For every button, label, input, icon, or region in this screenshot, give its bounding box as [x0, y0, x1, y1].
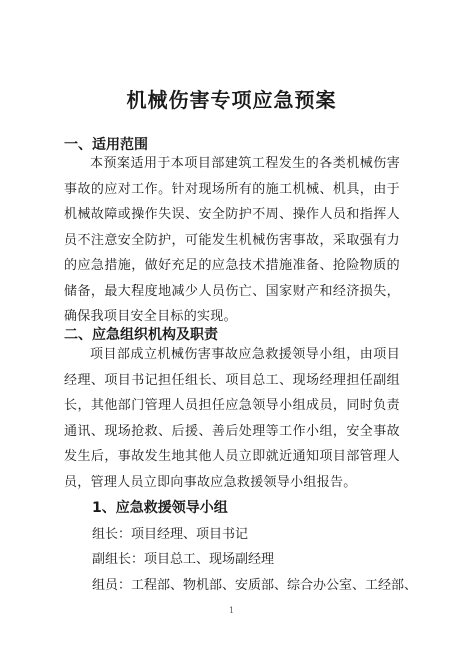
document-title: 机械伤害专项应急预案 [126, 88, 337, 112]
list-item-members: 组员：工程部、物机部、安质部、综合办公室、工经部、 [92, 578, 418, 593]
section-heading-organization: 二、应急组织机构及职责 [64, 327, 218, 343]
subsection-heading-leadership: 1、应急救援领导小组 [92, 500, 228, 516]
section-paragraph-organization: 项目部成立机械伤害事故应急救援领导小组，由项目经理、项目书记担任组长、项目总工、现场经理担任副组长，其他部门管理人员担任应急领导小组成员，同时负责通讯、现场抢救、后援、善后处理等工作小组，安全事故发生后，事故发生地其他人员立即就近通知项目部管理人员，管理人员立即向事故应急救援领导小组报告。 [64, 347, 400, 490]
page-number: 1 [228, 606, 235, 615]
list-item-leader: 组长：项目经理、项目书记 [92, 527, 249, 542]
list-item-deputy-leader: 副组长：项目总工、现场副经理 [92, 552, 275, 567]
section-paragraph-scope: 本预案适用于本项目部建筑工程发生的各类机械伤害事故的应对工作。针对现场所有的施工机械、机具，由于机械故障或操作失误、安全防护不周、操作人员和指挥人员不注意安全防护，可能发生机械伤害事故，采取强有力的应急措施，做好充足的应急技术措施准备、抢险物质的储备，最大程度地减少人员伤亡、国家财产和经济损失，确保我项目安全目标的实现。 [64, 156, 400, 324]
section-heading-scope: 一、适用范围 [64, 137, 148, 153]
